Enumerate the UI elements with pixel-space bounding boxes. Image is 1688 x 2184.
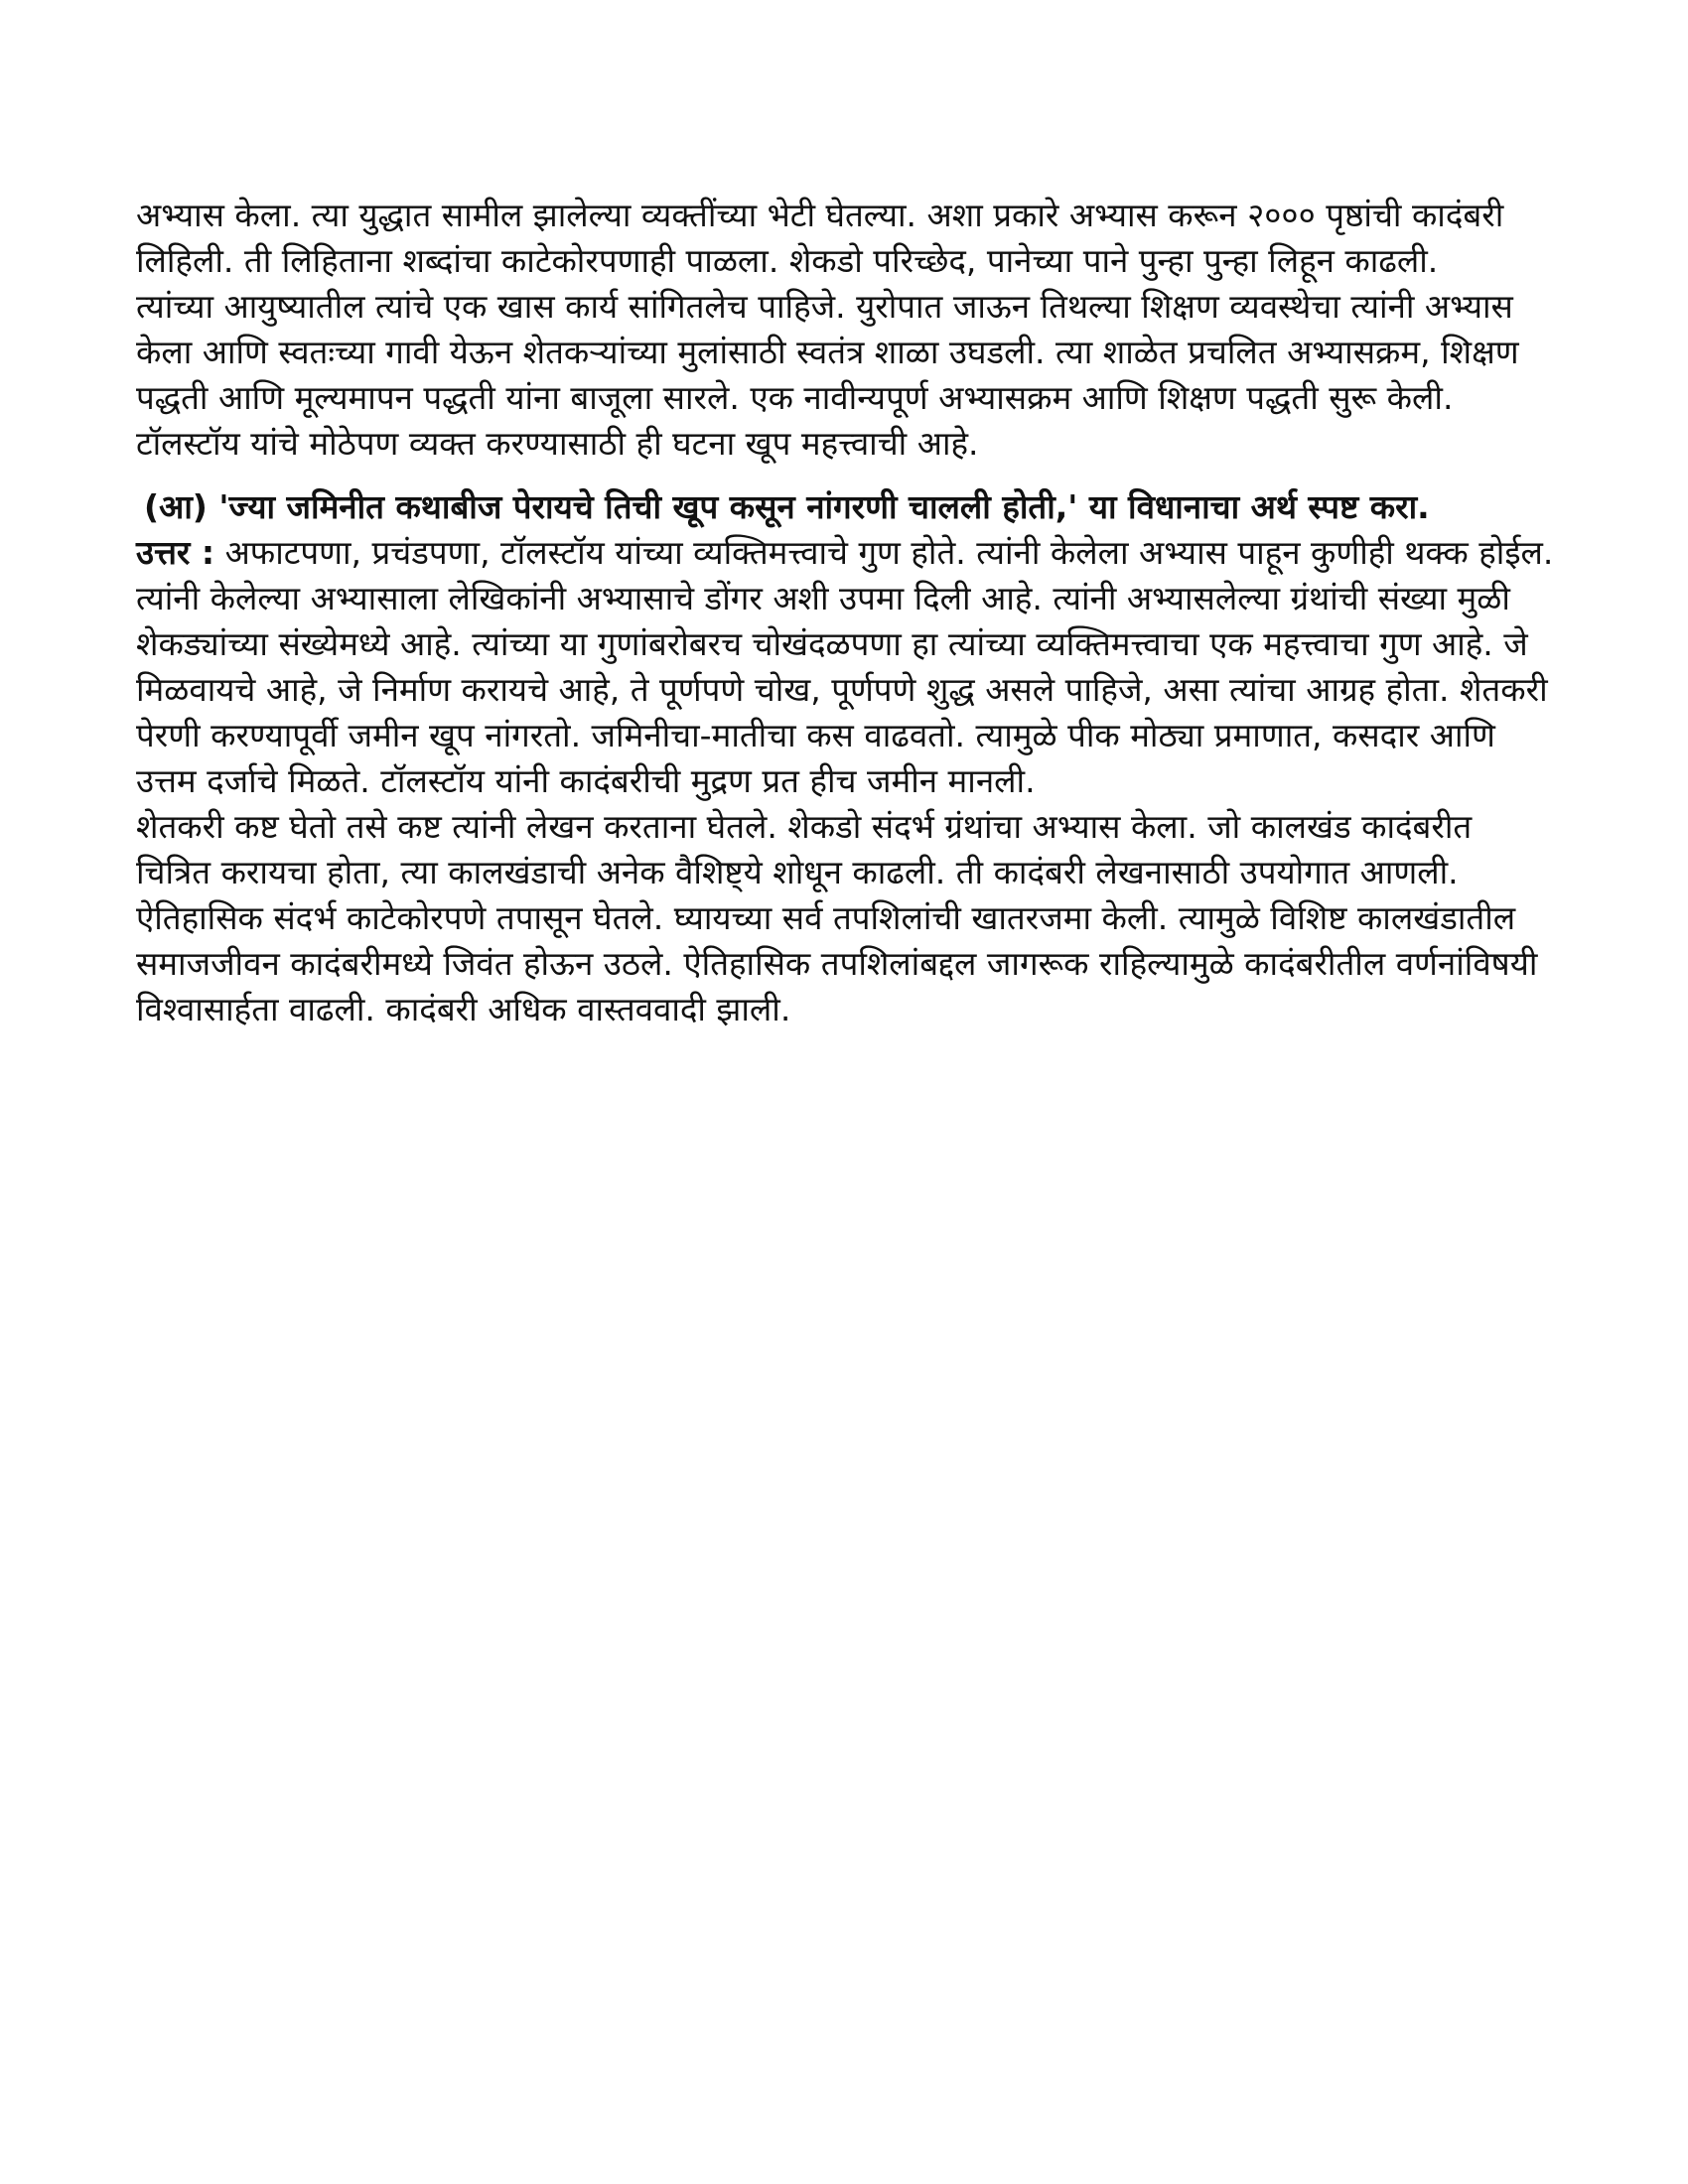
paragraph-1: अभ्यास केला. त्या युद्धात सामील झालेल्या व्यक्तींच्या भेटी घेतल्या. अशा प्रकारे अभ्यास करून २००० पृष्ठांची कादंबरी लिहिली. ती लिहिताना शब्दांचा काटेकोरपणाही पाळला. शेकडो परिच्छेद, पानेच्या पाने पुन्हा पुन्हा लिहून काढली. (136, 196, 1504, 280)
answer-paragraph-1 (136, 530, 1556, 804)
answer-label: उत्तर : (136, 533, 215, 572)
question-heading: (आ) 'ज्या जमिनीत कथाबीज पेरायचे तिची खूप कसून नांगरणी चालली होती,' या विधानाचा अर्थ स्पष्ट करा. (144, 487, 1430, 526)
answer-paragraph-2: शेतकरी कष्ट घेतो तसे कष्ट त्यांनी लेखन करताना घेतले. शेकडो संदर्भ ग्रंथांचा अभ्यास केला. जो कालखंड कादंबरीत चित्रित करायचा होता, त्या कालखंडाची अनेक वैशिष्ट्ये शोधून काढली. ती कादंबरी लेखनासाठी उपयोगात आणली. ऐतिहासिक संदर्भ काटेकोरपणे तपासून घेतले. घ्यायच्या सर्व तपशिलांची खातरजमा केली. त्यामुळे विशिष्ट कालखंडातील समाजजीवन कादंबरीमध्ये जिवंत होऊन उठले. ऐतिहासिक तपशिलांबद्दल जागरूक राहिल्यामुळे कादंबरीतील वर्णनांविषयी विश्वासार्हता वाढली. कादंबरी अधिक वास्तववादी झाली. (136, 807, 1538, 1028)
answer-text-1: अफाटपणा, प्रचंडपणा, टॉलस्टॉय यांच्या व्यक्तिमत्त्वाचे गुण होते. त्यांनी केलेला अभ्यास पाहून कुणीही थक्क होईल. त्यांनी केलेल्या अभ्यासाला लेखिकांनी अभ्यासाचे डोंगर अशी उपमा दिली आहे. त्यांनी अभ्यासलेल्या ग्रंथांची संख्या मुळी शेकड्यांच्या संख्येमध्ये आहे. त्यांच्या या गुणांबरोबरच चोखंदळपणा हा त्यांच्या व्यक्तिमत्त्वाचा एक महत्त्वाचा गुण आहे. जे मिळवायचे आहे, जे निर्माण करायचे आहे, ते पूर्णपणे चोख, पूर्णपणे शुद्ध असले पाहिजे, असा त्यांचा आग्रह होता. शेतकरी पेरणी करण्यापूर्वी जमीन खूप नांगरतो. जमिनीचा-मातीचा कस वाढवतो. त्यामुळे पीक मोठ्या प्रमाणात, कसदार आणि उत्तम दर्जाचे मिळते. टॉलस्टॉय यांनी कादंबरीची मुद्रण प्रत हीच जमीन मानली. (136, 533, 1554, 800)
document-body (136, 193, 1556, 1032)
paragraph-2: त्यांच्या आयुष्यातील त्यांचे एक खास कार्य सांगितलेच पाहिजे. युरोपात जाऊन तिथल्या शिक्षण व्यवस्थेचा त्यांनी अभ्यास केला आणि स्वतःच्या गावी येऊन शेतकऱ्यांच्या मुलांसाठी स्वतंत्र शाळा उघडली. त्या शाळेत प्रचलित अभ्यासक्रम, शिक्षण पद्धती आणि मूल्यमापन पद्धती यांना बाजूला सारले. एक नावीन्यपूर्ण अभ्यासक्रम आणि शिक्षण पद्धती सुरू केली. टॉलस्टॉय यांचे मोठेपण व्यक्त करण्यासाठी ही घटना खूप महत्त्वाची आहे. (136, 287, 1519, 463)
